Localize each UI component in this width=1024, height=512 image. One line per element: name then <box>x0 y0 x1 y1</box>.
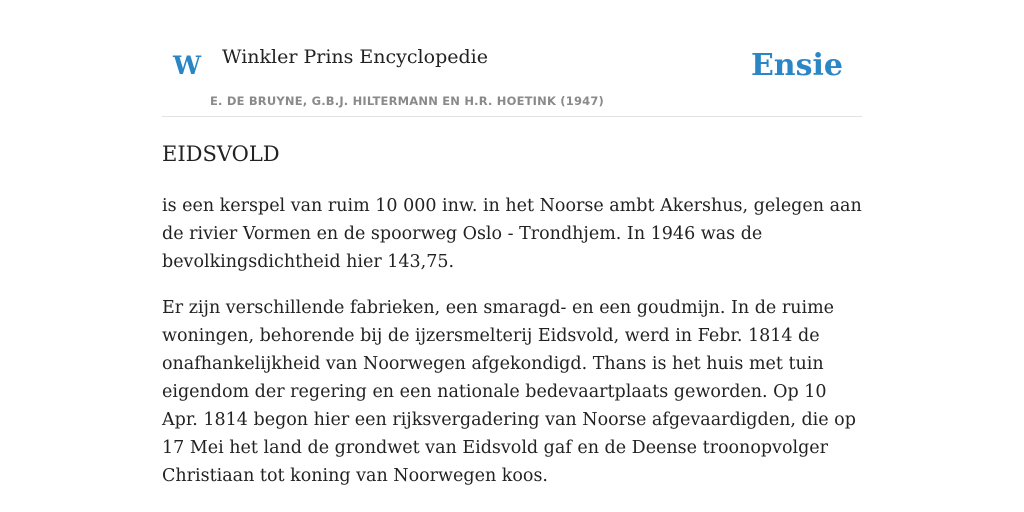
page-container <box>162 0 862 486</box>
entry-body <box>162 192 862 508</box>
winkler-prins-logo[interactable]: W <box>173 51 202 80</box>
authors-line: E. DE BRUYNE, G.B.J. HILTERMANN EN H.R. HOETINK (1947) <box>210 94 605 108</box>
entry-paragraph: is een kerspel van ruim 10 000 inw. in het Noorse ambt Akershus, gelegen aan de rivier Vormen en de spoorweg Oslo - Trondhjem. In 1946 was de bevolkingsdichtheid hier 143,75. <box>162 196 862 272</box>
source-header <box>162 0 862 117</box>
book-title-link[interactable]: Winkler Prins Encyclopedie <box>222 46 488 68</box>
ensie-logo[interactable]: Ensie <box>750 48 843 83</box>
entry-title: EIDSVOLD <box>162 142 280 166</box>
entry-paragraph: Er zijn verschillende fabrieken, een smaragd- en een goudmijn. In de ruime woningen, behorende bij de ijzersmelterij Eidsvold, werd in Febr. 1814 de onafhankelijkheid van Noorwegen afgekondigd. Thans is het huis met tuin eigendom der regering en een nationale bedevaartplaats geworden. Op 10 Apr. 1814 begon hier een rijksvergadering van Noorse afgevaardigden, die op 17 Mei het land de grondwet van Eidsvold gaf en de Deense troonopvolger Christiaan tot koning van Noorwegen koos. <box>162 298 856 486</box>
